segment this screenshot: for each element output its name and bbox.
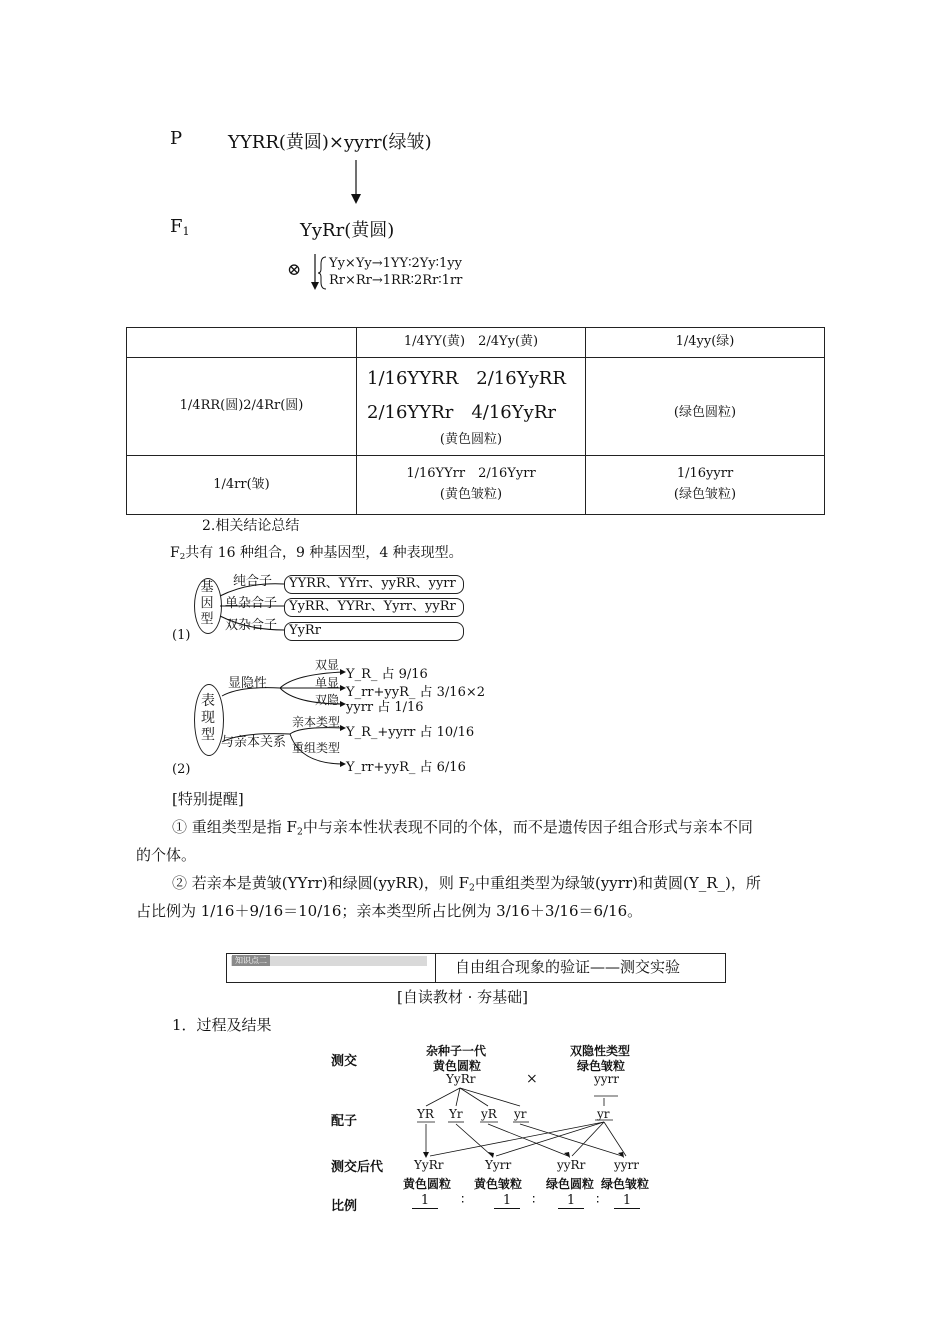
cell-phenotype: (黄色圆粒) (439, 432, 503, 448)
recombinant-type-ratio: Y_rr+yyR_ 占 6/16 (346, 760, 466, 775)
single-dominant-ratio: Y_rr+yyR_ 占 3/16×2 (346, 685, 486, 700)
offspring-row-label: 测交后代 (331, 1160, 384, 1175)
cell-line: 2/16YYRr 4/16YyRr (367, 402, 556, 424)
testcross-row-label: 测交 (331, 1054, 358, 1069)
ratio-colon-2: ∶ (532, 1193, 536, 1208)
parent-label: P (170, 128, 183, 149)
summary-heading: 2.相关结论总结 (202, 518, 300, 534)
offspring-yyrr-2: Yyrr (485, 1158, 512, 1172)
ratio-1: 1 (412, 1193, 438, 1209)
double-recessive-ratio: yyrr 占 1/16 (346, 700, 424, 715)
table-cell-yellow-wrinkled (357, 456, 586, 515)
punnett-table (126, 327, 825, 515)
table-header-recessive-y: 1/4yy(绿) (586, 328, 825, 358)
brace-icon (318, 256, 328, 290)
gamete-double-recessive: yr (514, 1107, 527, 1121)
double-recessive-title: 双隐性类型 (570, 1044, 631, 1058)
genotype-label: 基因型 (200, 580, 214, 627)
offspring-phenotype-3: 绿色圆粒 (546, 1177, 595, 1191)
homozygote-label: 纯合子 (233, 574, 273, 589)
item-number-2: (2) (172, 762, 191, 777)
rr-cross: Rr×Rr→1RR∶2Rr∶1rr (329, 273, 463, 288)
homozygote-box: YYRR、YYrr、yyRR、yyrr (284, 575, 464, 594)
offspring-yyrr-3: yyRr (557, 1158, 586, 1172)
process-heading: 1．过程及结果 (172, 1016, 272, 1034)
f2-summary: $F_2$共有 16 种组合，9 种基因型，4 种表现型。 (170, 545, 463, 563)
times-icon: × (526, 1071, 538, 1087)
table-row-label-round: 1/4RR(圆)2/4Rr(圆) (127, 358, 357, 456)
offspring-phenotype-2: 黄色皱粒 (474, 1177, 523, 1191)
double-heterozygote-label: 双杂合子 (225, 618, 278, 633)
offspring-phenotype-1: 黄色圆粒 (403, 1177, 452, 1191)
gamete-recessive-parent: yr (597, 1107, 610, 1121)
reminder-point-2: ② 若亲本是黄皱(YYrr)和绿圆(yyRR)，则 $F_2$中重组类型为绿皱(yyrr)和黄圆(Y_R_)，所 (172, 874, 761, 894)
table-cell-yellow-round (357, 358, 586, 456)
dominance-branch-label: 显隐性 (228, 676, 268, 691)
parent-relation-branch-label: 与亲本关系 (221, 735, 287, 750)
ratio-colon-3: ∶ (596, 1193, 600, 1208)
f1-genotype-tc: YyRr (446, 1072, 476, 1086)
offspring-yyrr-4: yyrr (614, 1158, 640, 1172)
section-subtitle: [自读教材 · 夯基础] (397, 988, 529, 1006)
gamete-yr-dominant: YR (417, 1107, 434, 1121)
double-recessive-phenotype: 绿色皱粒 (577, 1059, 626, 1073)
ratio-row-label: 比例 (331, 1199, 358, 1214)
double-heterozygote-box: YyRr (284, 622, 464, 641)
recombinant-type-label: 重组类型 (292, 741, 341, 755)
gamete-y-recessive-r: yR (481, 1107, 497, 1121)
table-cell-green-round: (绿色圆粒) (586, 358, 825, 456)
cell-phenotype: (绿色皱粒) (673, 487, 737, 502)
f1-genotype: YyRr(黄圆) (300, 220, 395, 241)
ratio-4: 1 (614, 1193, 640, 1209)
phenotype-label: 表现型 (201, 693, 215, 743)
reminder-title: [特别提醒] (172, 790, 244, 808)
cell-phenotype: (黄色皱粒) (439, 487, 503, 502)
table-corner (127, 328, 357, 358)
section-title: 自由组合现象的验证——测交实验 (455, 958, 681, 976)
table-cell-green-wrinkled (586, 456, 825, 515)
arrow-down-icon (346, 160, 366, 206)
ratio-3: 1 (558, 1193, 584, 1209)
item-number-1: (1) (172, 628, 191, 643)
cell-line: 1/16YYRR 2/16YyRR (367, 368, 566, 390)
single-dominant-label: 单显 (315, 676, 340, 690)
cell-line: 1/16YYrr 2/16Yyrr (406, 466, 536, 482)
f1-title: 杂种子一代 (426, 1044, 487, 1058)
parental-type-label: 亲本类型 (292, 715, 341, 729)
f1-phenotype: 黄色圆粒 (433, 1059, 482, 1073)
gamete-y-r-recessive: Yr (449, 1107, 463, 1121)
double-dominant-label: 双显 (315, 658, 340, 672)
table-row-label-wrinkled: 1/4rr(皱) (127, 456, 357, 515)
double-dominant-ratio: Y_R_ 占 9/16 (346, 667, 428, 682)
section-tag: 知识点二 (232, 955, 270, 966)
cell-line: 1/16yyrr (676, 466, 734, 482)
gamete-row-label: 配子 (331, 1114, 358, 1129)
offspring-yyrr-1: YyRr (414, 1158, 444, 1172)
single-heterozygote-label: 单杂合子 (225, 596, 278, 611)
parent-cross: YYRR(黄圆)×yyrr(绿皱) (228, 132, 432, 153)
double-recessive-label: 双隐 (315, 693, 340, 707)
yy-cross: Yy×Yy→1YY∶2Yy∶1yy (329, 256, 462, 271)
reminder-point-1: ① 重组类型是指 $F_2$中与亲本性状表现不同的个体，而不是遗传因子组合形式与亲本不同 (172, 818, 753, 838)
table-header-dominant-y: 1/4YY(黄) 2/4Yy(黄) (357, 328, 586, 358)
ratio-2: 1 (494, 1193, 520, 1209)
section-tag-cell (227, 954, 436, 982)
parental-type-ratio: Y_R_+yyrr 占 10/16 (346, 725, 475, 740)
f1-label: $F_1$ (170, 216, 190, 238)
double-recessive-genotype: yyrr (594, 1072, 620, 1086)
reminder-point-1-cont: 的个体。 (136, 846, 197, 864)
ratio-colon-1: ∶ (461, 1193, 465, 1208)
offspring-phenotype-4: 绿色皱粒 (601, 1177, 650, 1191)
reminder-point-2-cont: 占比例为 1/16＋9/16＝10/16；亲本类型所占比例为 3/16＋3/16＝6/16。 (136, 902, 643, 920)
single-heterozygote-box: YyRR、YYRr、Yyrr、yyRr (284, 598, 464, 617)
self-cross-icon: ⊗ (287, 260, 302, 280)
